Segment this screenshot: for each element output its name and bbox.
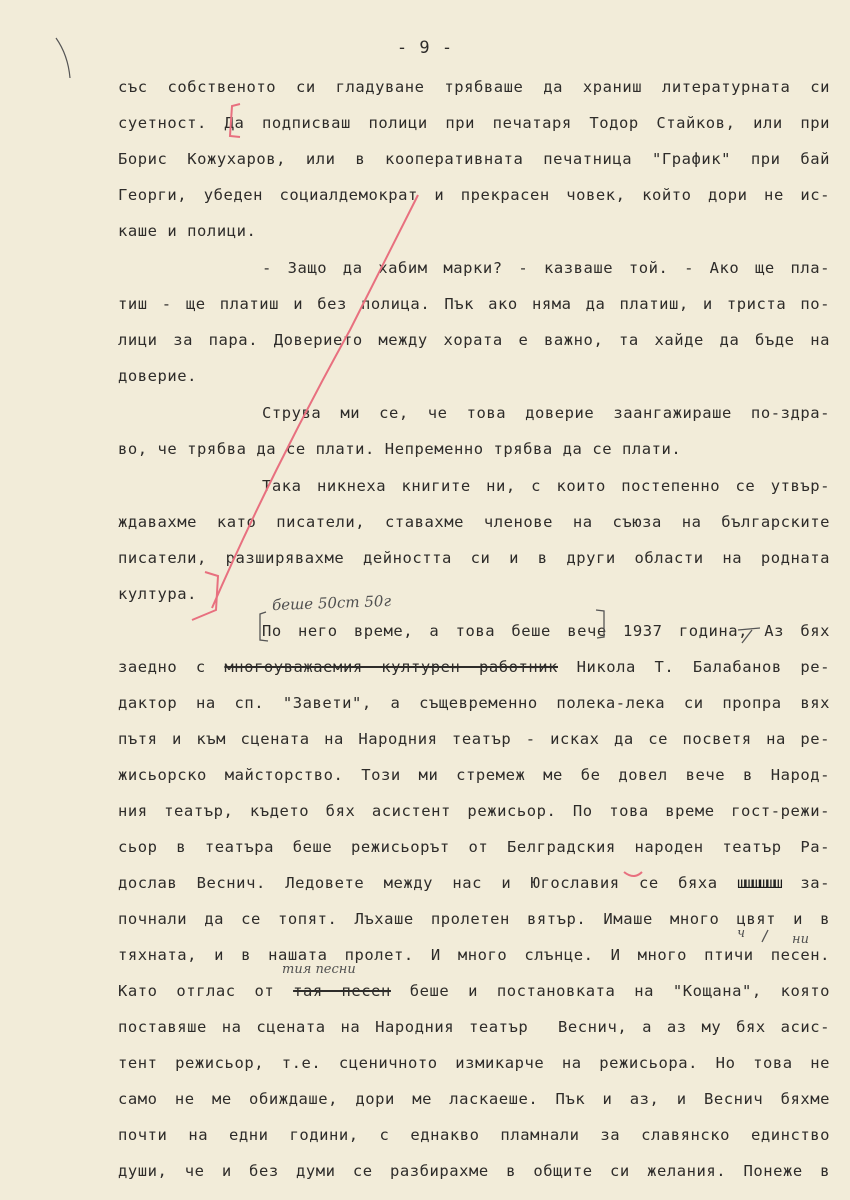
pencil-open-bracket xyxy=(260,612,268,641)
text-line: пътя и към сцената на Народния театър - исках да се посветя на ре- xyxy=(118,730,830,748)
text-line: жисьорско майсторство. Този ми стремеж ме бе довел вече в Народ- xyxy=(118,766,830,784)
text-line: тиш - ще платиш и без полица. Пък ако няма да платиш, и триста по- xyxy=(118,295,830,313)
text-line: със собственото си гладуване трябваше да храниш литературната си xyxy=(118,78,830,96)
margin-pencil-mark xyxy=(56,38,70,78)
text-line: тент режисьор, т.е. сценичното измикарче на режисьора. Но това не xyxy=(118,1054,830,1072)
handwritten-note: ч xyxy=(737,926,746,941)
text-line: суетност. Да подписваш полици при печатаря Тодор Стайков, или при xyxy=(118,114,830,132)
pencil-correction-stroke xyxy=(762,930,768,942)
text-line: По него време, а това беше вече 1937 година, Аз бях xyxy=(262,622,830,640)
handwritten-note: беше 50ст 50г xyxy=(271,591,392,615)
text-line: почнали да се топят. Лъхаше пролетен вятър. Имаше много цвят и в xyxy=(118,910,830,928)
text-line: дослав Веснич. Ледовете между нас и Югославия се бяха шшшшшш за- xyxy=(118,874,830,892)
text-line: лици за пара. Доверието между хората е важно, та хайде да бъде на xyxy=(118,331,830,349)
text-line: - Защо да хабим марки? - казваше той. - Ако ще пла- xyxy=(262,259,830,277)
handwritten-note: ни xyxy=(792,932,809,947)
red-correction-mark xyxy=(624,872,642,876)
red-close-bracket xyxy=(192,572,218,620)
handwritten-note: тия песни xyxy=(282,962,356,977)
text-line: доверие. xyxy=(118,367,198,385)
text-line: во, че трябва да се плати. Непременно трябва да се плати. xyxy=(118,440,682,458)
pencil-close-bracket xyxy=(596,610,604,638)
text-line: Струва ми се, че това доверие заангажираше по-здра- xyxy=(262,404,830,422)
page-number: - 9 - xyxy=(396,38,454,58)
text-line: Борис Кожухаров, или в кооперативната печатница "График" при бай xyxy=(118,150,830,168)
text-line: сьор в театъра беше режисьорът от Белградския народен театър Ра- xyxy=(118,838,830,856)
text-line: култура. xyxy=(118,585,198,603)
text-line: каше и полици. xyxy=(118,222,257,240)
text-line: ждавахме като писатели, ставахме членове на съюза на българските xyxy=(118,513,830,531)
red-deletion-line xyxy=(212,195,418,608)
text-line: Като отглас от тая песен беше и постановката на "Кощана", която xyxy=(118,982,831,1000)
typed-over-text: шшшшшш xyxy=(736,874,781,892)
struck-text: тая песен xyxy=(293,982,391,1000)
text-line: ния театър, където бях асистент режисьор. По това време гост-режи- xyxy=(118,802,830,820)
red-open-bracket xyxy=(230,104,240,137)
text-line: заедно с многоуважаемия културен работник Никола Т. Балабанов ре- xyxy=(118,658,830,676)
text-line: Така никнеха книгите ни, с които постепенно се утвър- xyxy=(262,477,830,495)
text-line: само не ме обиждаше, дори ме ласкаеше. Пък и аз, и Веснич бяхме xyxy=(118,1090,830,1108)
pencil-caret-mark xyxy=(738,628,760,643)
text-line: писатели, разширявахме дейността си и в други области на родната xyxy=(118,549,830,567)
text-line: тяхната, и в нашата пролет. И много слънце. И много птичи песен. xyxy=(118,946,830,964)
text-line: поставяше на сцената на Народния театър Веснич, а аз му бях асис- xyxy=(118,1018,830,1036)
text-line: почти на едни години, с еднакво пламнали за славянско единство xyxy=(118,1126,830,1144)
text-line: Георги, убеден социалдемократ и прекрасен човек, който дори не ис- xyxy=(118,186,830,204)
text-line: дактор на сп. "Завети", а същевременно полека-лека си пропра вях xyxy=(118,694,830,712)
struck-text: многоуважаемия културен работник xyxy=(224,658,558,676)
text-line: души, че и без думи се разбирахме в общите си желания. Понеже в xyxy=(118,1162,830,1180)
